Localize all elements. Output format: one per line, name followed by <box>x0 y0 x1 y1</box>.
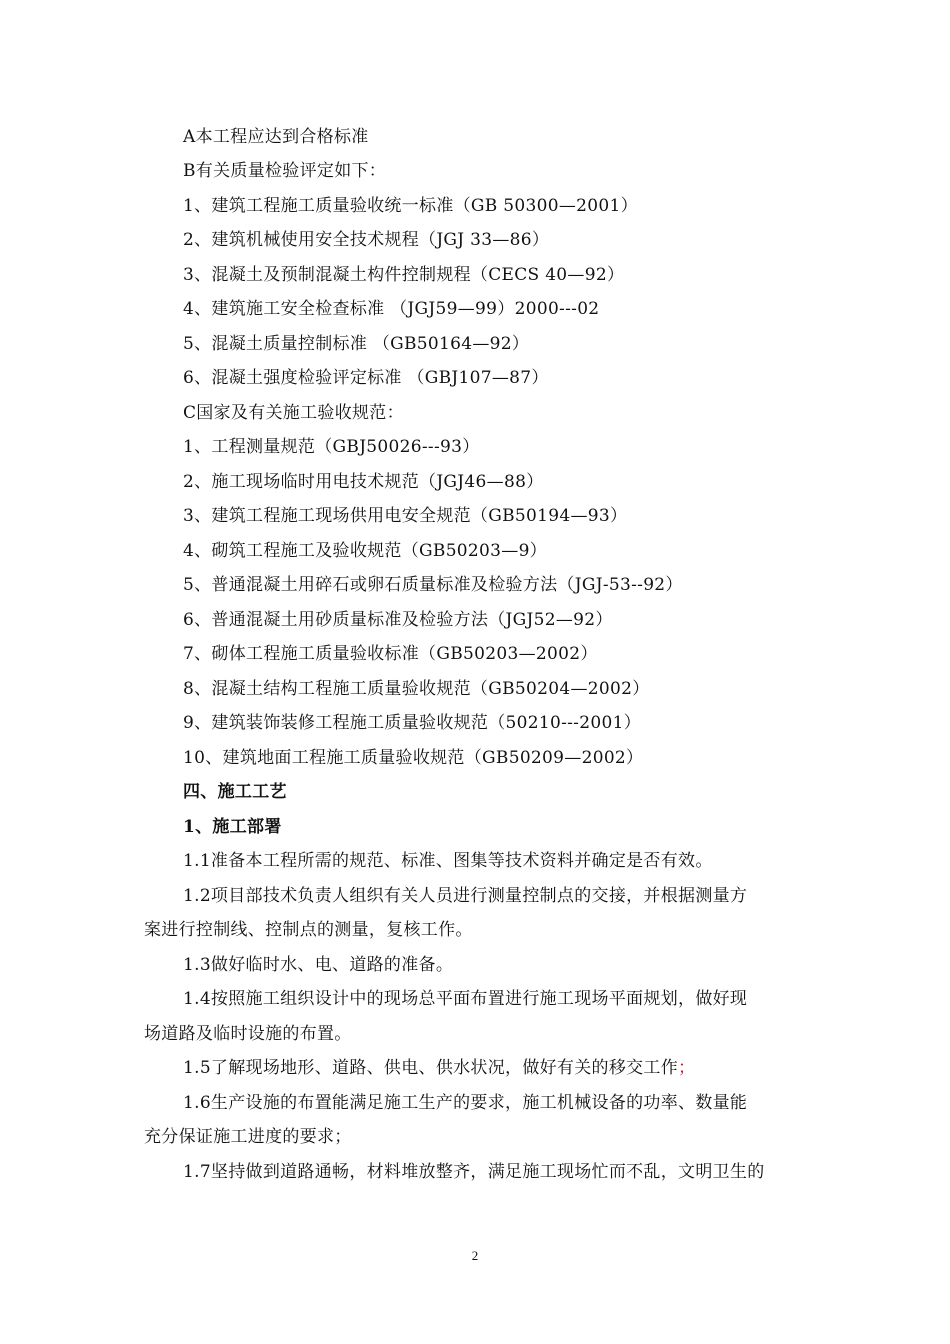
list-item: 5、普通混凝土用碎石或卵石质量标准及检验方法（JGJ-53--92） <box>183 575 683 595</box>
section-heading: 四、施工工艺 <box>183 782 287 802</box>
paragraph-line: 1.4按照施工组织设计中的现场总平面布置进行施工现场平面规划，做好现 <box>183 989 748 1009</box>
list-item: 8、混凝土结构工程施工质量验收规范（GB50204—2002） <box>183 679 650 699</box>
page-number: 2 <box>471 1248 479 1263</box>
paragraph-line: 场道路及临时设施的布置。 <box>144 1024 352 1044</box>
list-item: 4、砌筑工程施工及验收规范（GB50203—9） <box>183 541 547 561</box>
paragraph-line: 案进行控制线、控制点的测量，复核工作。 <box>144 920 473 940</box>
list-item: 1、建筑工程施工质量验收统一标准（GB 50300—2001） <box>183 196 638 216</box>
text-line-quality-evaluation: B有关质量检验评定如下： <box>183 161 387 181</box>
paragraph-text: 1.5了解现场地形、道路、供电、供水状况，做好有关的移交工作 <box>183 1058 679 1078</box>
text-line-national-codes: C国家及有关施工验收规范： <box>183 403 404 423</box>
paragraph-line: 1.6生产设施的布置能满足施工生产的要求，施工机械设备的功率、数量能 <box>183 1093 748 1113</box>
list-item: 3、建筑工程施工现场供用电安全规范（GB50194—93） <box>183 506 628 526</box>
list-item: 6、混凝土强度检验评定标准 （GBJ107—87） <box>183 368 549 388</box>
list-item: 4、建筑施工安全检查标准 （JGJ59—99）2000---02 <box>183 299 600 319</box>
paragraph-line: 1.2项目部技术负责人组织有关人员进行测量控制点的交接，并根据测量方 <box>183 886 748 906</box>
list-item: 7、砌体工程施工质量验收标准（GB50203—2002） <box>183 644 598 664</box>
subsection-heading: 1、施工部署 <box>183 817 282 837</box>
list-item: 1、工程测量规范（GBJ50026---93） <box>183 437 480 457</box>
text-line-quality-target: A本工程应达到合格标准 <box>183 127 369 147</box>
red-semicolon-mark: ； <box>678 1058 696 1078</box>
paragraph-line: 1.1准备本工程所需的规范、标准、图集等技术资料并确定是否有效。 <box>183 851 713 871</box>
list-item: 3、混凝土及预制混凝土构件控制规程（CECS 40—92） <box>183 265 625 285</box>
list-item: 5、混凝土质量控制标准 （GB50164—92） <box>183 334 530 354</box>
list-item: 10、建筑地面工程施工质量验收规范（GB50209—2002） <box>183 748 644 768</box>
list-item: 2、建筑机械使用安全技术规程（JGJ 33—86） <box>183 230 550 250</box>
list-item: 9、建筑装饰装修工程施工质量验收规范（50210---2001） <box>183 713 641 733</box>
paragraph-line: 1.7坚持做到道路通畅，材料堆放整齐，满足施工现场忙而不乱，文明卫生的 <box>183 1162 765 1182</box>
paragraph-line: 1.3做好临时水、电、道路的准备。 <box>183 955 454 975</box>
list-item: 2、施工现场临时用电技术规范（JGJ46—88） <box>183 472 544 492</box>
list-item: 6、普通混凝土用砂质量标准及检验方法（JGJ52—92） <box>183 610 613 630</box>
paragraph-line <box>183 1056 695 1080</box>
paragraph-line: 充分保证施工进度的要求； <box>144 1127 352 1147</box>
